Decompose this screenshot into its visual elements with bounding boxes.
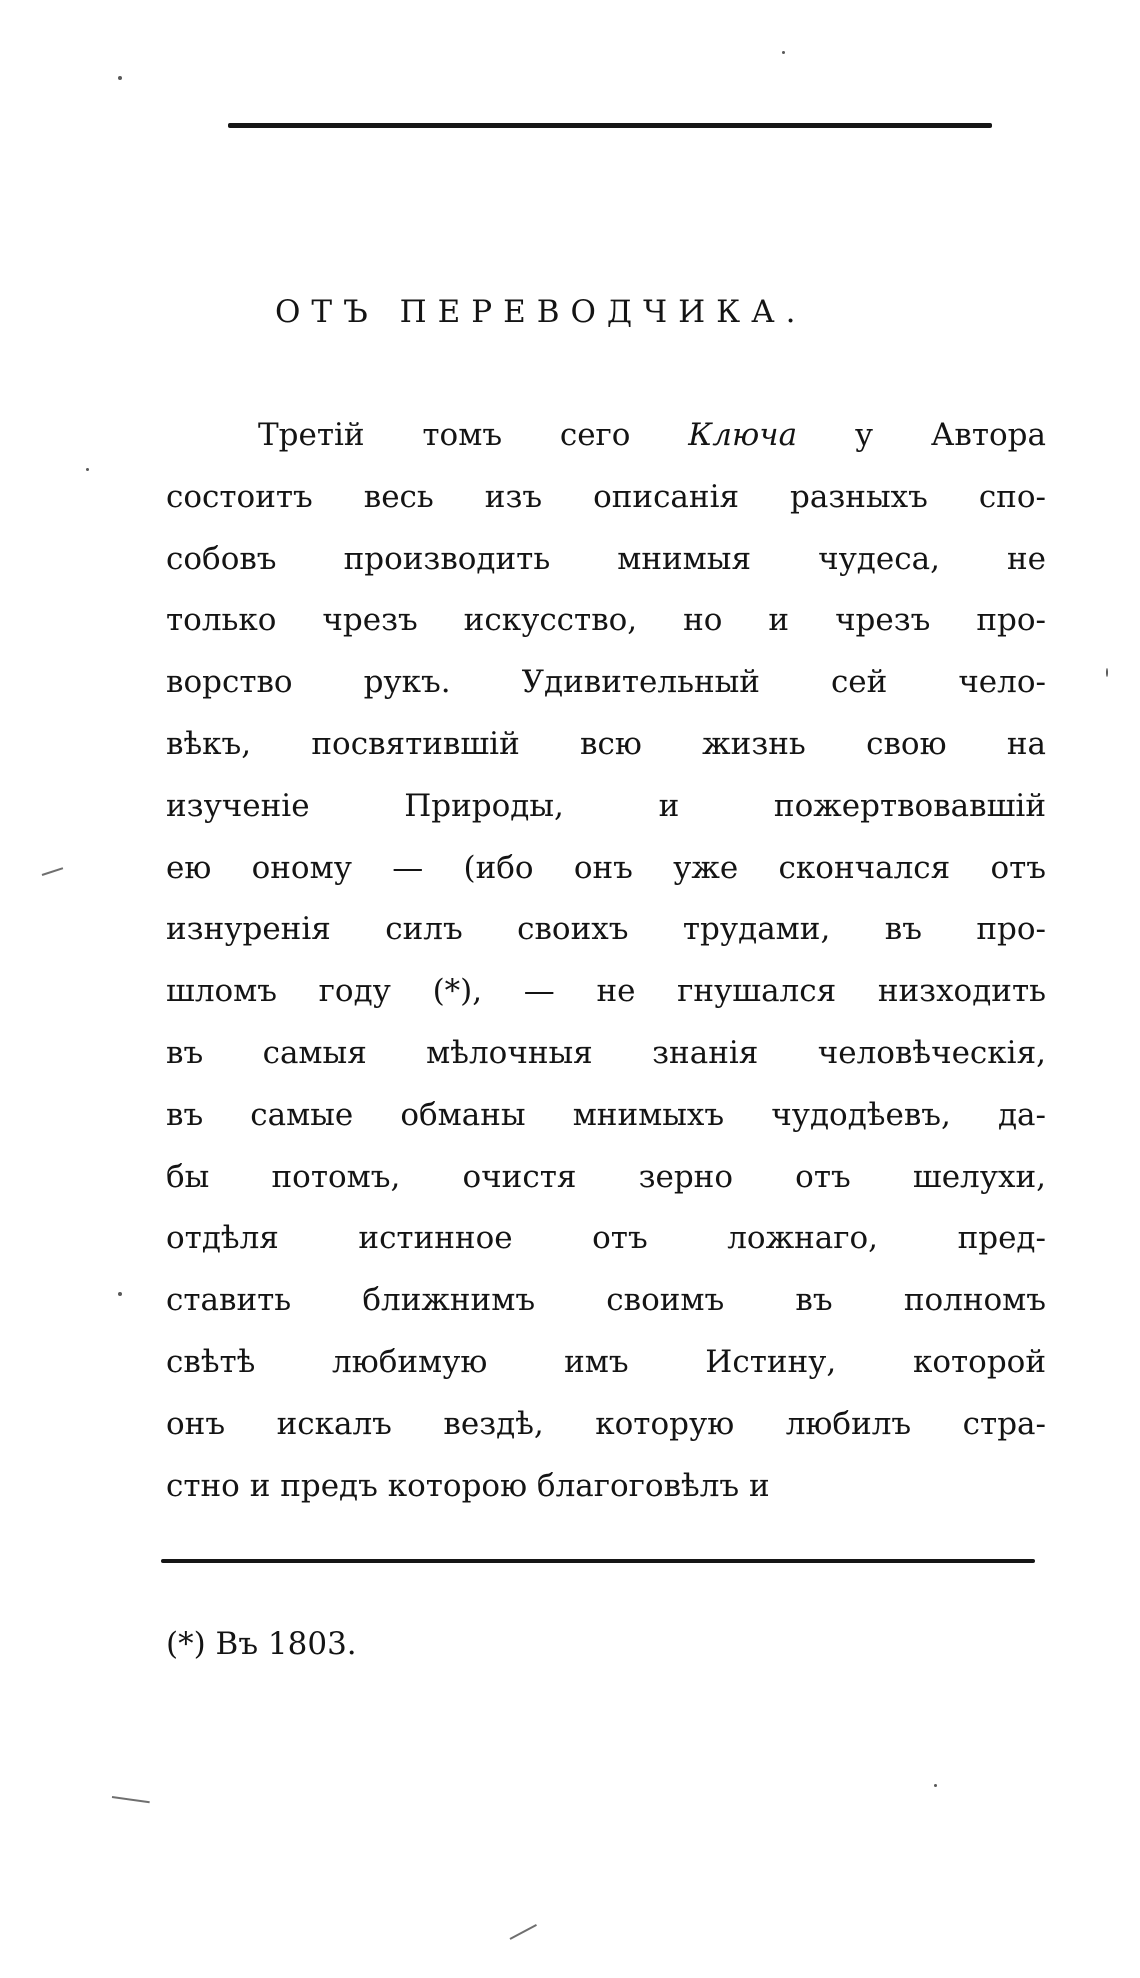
paper-speck xyxy=(782,51,785,54)
paper-speck xyxy=(1106,668,1108,677)
paper-speck xyxy=(118,1292,122,1296)
paragraph-line: бы потомъ, очистя зерно отъ шелухи, xyxy=(166,1158,1046,1195)
section-heading: ОТЪ ПЕРЕВОДЧИКА. xyxy=(275,294,807,330)
paragraph-line: стно и предъ которою благоговѣлъ и xyxy=(166,1467,770,1504)
paragraph-line: Третій томъ сего Ключа у Автора xyxy=(258,417,1046,453)
paper-speck xyxy=(86,468,89,471)
paragraph-line: свѣтѣ любимую имъ Истину, которой xyxy=(166,1343,1046,1380)
italic-book-title: Ключа xyxy=(688,417,798,453)
body-paragraph xyxy=(166,405,1046,1517)
paragraph-line: шломъ году (*), — не гнушался низходить xyxy=(166,973,1046,1010)
paragraph-line: собовъ производить мнимыя чудеса, не xyxy=(166,540,1046,577)
paper-scratch xyxy=(112,1796,150,1803)
paragraph-line: изученіе Природы, и пожертвовавшій xyxy=(166,787,1046,824)
paragraph-line: ворство рукъ. Удивительный сей чело- xyxy=(166,664,1046,701)
paragraph-line: онъ искалъ вездѣ, которую любилъ стра- xyxy=(166,1405,1046,1442)
paragraph-line: состоитъ весь изъ описанія разныхъ спо- xyxy=(166,478,1046,515)
paragraph-line: изнуренія силъ своихъ трудами, въ про- xyxy=(166,911,1046,948)
paragraph-line: въ самыя мѣлочныя знанія человѣческія, xyxy=(166,1034,1046,1071)
footnote: (*) Въ 1803. xyxy=(166,1626,357,1662)
paper-scratch xyxy=(510,1924,537,1940)
paragraph-line: ставить ближнимъ своимъ въ полномъ xyxy=(166,1282,1046,1319)
paragraph-line: вѣкъ, посвятившій всю жизнь свою на xyxy=(166,725,1046,762)
paragraph-line: въ самые обманы мнимыхъ чудодѣевъ, да- xyxy=(166,1096,1046,1133)
footnote-rule xyxy=(161,1559,1035,1563)
paragraph-line: отдѣля истинное отъ ложнаго, пред- xyxy=(166,1220,1046,1257)
top-rule xyxy=(228,123,992,128)
paper-scratch xyxy=(42,867,64,876)
paper-speck xyxy=(118,76,122,80)
paper-speck xyxy=(934,1784,937,1787)
paragraph-line: только чрезъ искусство, но и чрезъ про- xyxy=(166,602,1046,639)
paragraph-line: ею оному — (ибо онъ уже скончался отъ xyxy=(166,849,1046,886)
